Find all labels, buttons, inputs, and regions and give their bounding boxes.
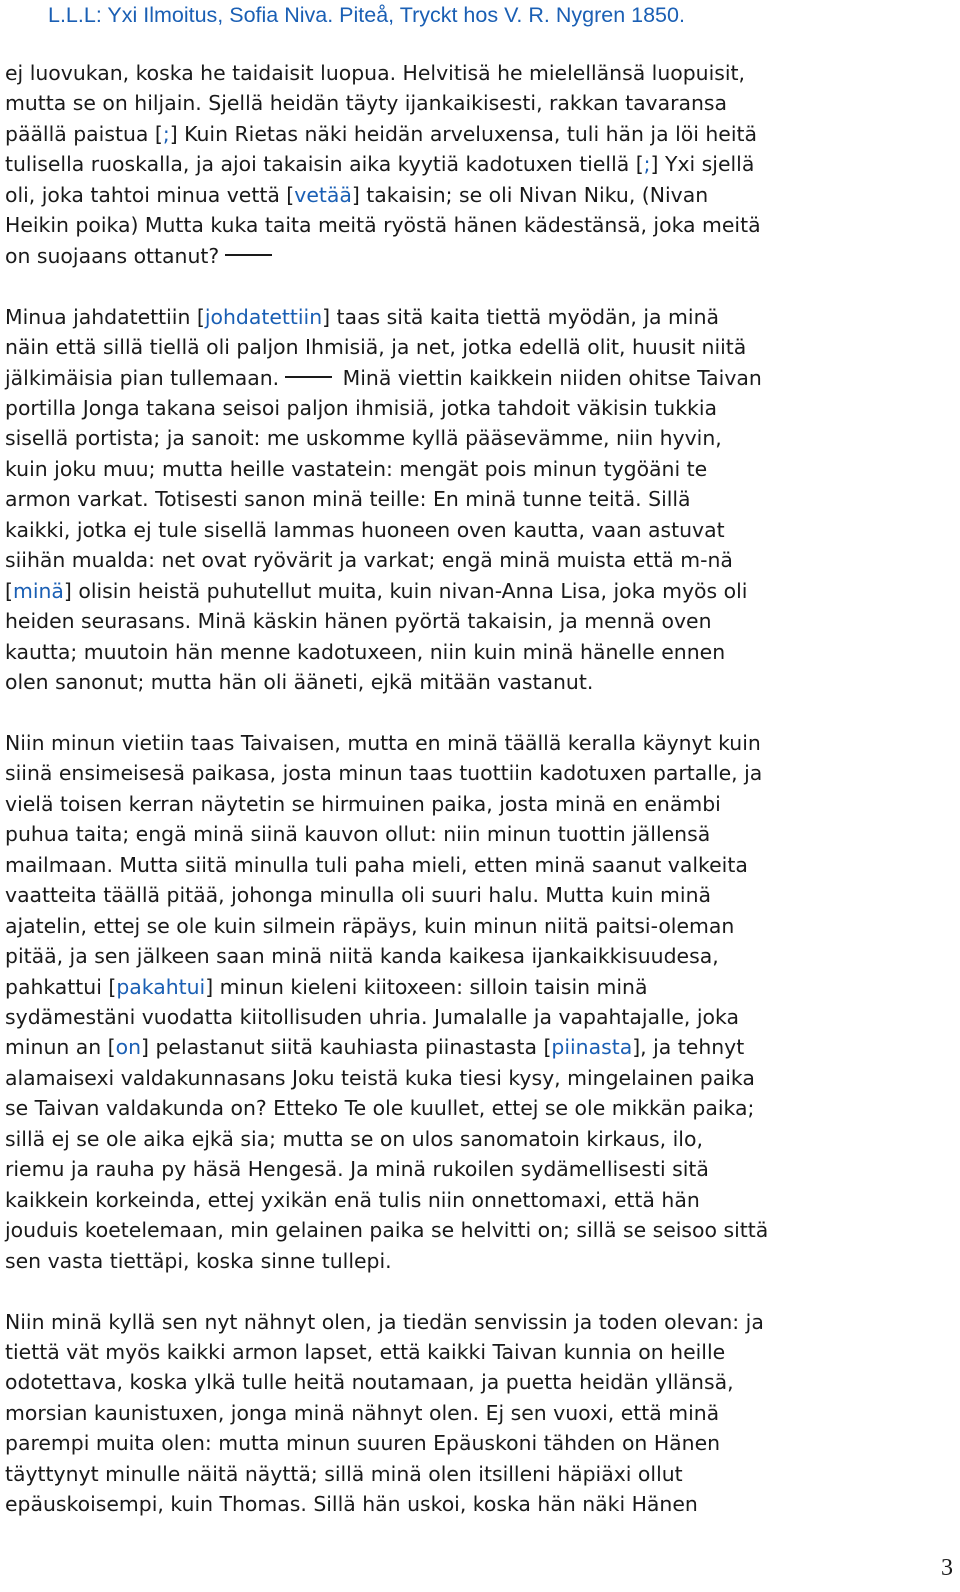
text-run: ej luovukan, koska he taidaisit luopua. Helvitisä he mielellänsä luopuisit, mutta se on hiljain. Sjellä heidän täyty ijankaikisesti, rakkan tavaransa päällä paistua [ — [5, 61, 746, 146]
text-run: Niin minä kyllä sen nyt nähnyt olen, ja tiedän senvissin ja toden olevan: ja tiettä vät myös kaikki armon lapset, että kaikki Taivan kunnia on heille odotettava, koska ylkä tulle heitä noutamaan, ja puetta heidän yllänsä, morsian kaunistuxen, jonga minä nähnyt olen. Ej sen vuoxi, että minä parempi muita olen: mutta minun suuren Epäuskoni tähden on Hänen täyttynyt minulle näitä näyttä; sillä minä olen itsilleni häpiäxi ollut epäuskoisempi, kuin Thomas. Sillä hän uskoi, koska hän näki Hänen — [5, 1309, 764, 1517]
correction-link[interactable]: minä — [12, 578, 64, 603]
text-run: Minä viettin kaikkein niiden ohitse Taivan portilla Jonga takana seisoi paljon ihmisiä, jotka tahdoit väkisin tukkia sisellä portista; ja sanoit: me uskomme kyllä pääsevämme, niin hyvin, kuin joku muu; mutta heille vastatein: mengät pois minun tygöäni te armon varkat. Totisesti sanon minä teille: En minä tunne teitä. Sillä kaikki, jotka ej tule sisellä lammas huoneen oven kautta, vaan astuvat siihän mualda: net ovat ryövärit ja varkat; engä minä muista että m-nä [ — [5, 365, 762, 603]
text-run: ] Yxi sjellä oli, joka tahtoi minua vettä [ — [5, 152, 755, 207]
document-body — [5, 58, 953, 1520]
text-run: Minua jahdatettiin [ — [5, 304, 205, 329]
text-run: ] taas sitä kaita tiettä myödän, ja minä näin että sillä tiellä oli paljon Ihmisiä, ja net, jotka edellä olit, huusit niitä jälkimäisia pian tullemaan. — [5, 304, 747, 390]
em-dash-rule — [285, 376, 332, 378]
correction-link[interactable]: ; — [643, 152, 651, 177]
correction-link[interactable]: on — [115, 1035, 142, 1060]
paragraph-2 — [5, 302, 953, 698]
correction-link[interactable]: piinasta — [551, 1035, 633, 1060]
correction-link[interactable]: pakahtui — [116, 974, 206, 999]
text-run: ] minun kieleni kiitoxeen: silloin taisin minä sydämestäni vuodatta kiitollisuden uhria. Jumalalle ja vapahtajalle, joka minun an [ — [5, 974, 739, 1060]
correction-link[interactable]: ; — [162, 121, 170, 146]
paragraph-4 — [5, 1307, 953, 1520]
text-run: ] takaisin; se oli Nivan Niku, (Nivan Heikin poika) Mutta kuka taita meitä ryöstä hänen kädestänsä, joka meitä on suojaans ottanut? — [5, 182, 761, 268]
text-run: ] Kuin Rietas näki heidän arveluxensa, tuli hän ja löi heitä tulisella ruoskalla, ja ajoi takaisin aika kyytiä kadotuxen tiellä [ — [5, 121, 757, 177]
paragraph-3 — [5, 728, 953, 1276]
text-run: Niin minun vietiin taas Taivaisen, mutta en minä täällä keralla käynyt kuin siinä ensimeisesä paikasa, josta minun taas tuottiin kadotuxen partalle, ja vielä toisen kerran näytetin se hirmuinen paika, josta minä en enämbi puhua taita; engä minä siinä kauvon ollut: niin minun tuottin jällensä mailmaan. Mutta siitä minulla tuli paha mieli, etten minä saanut valkeita vaatteita täällä pitää, johonga minulla oli suuri halu. Mutta kuin minä ajatelin, ettej se ole kuin silmein räpäys, kuin minun niitä paitsi-oleman pitää, ja sen jälkeen saan minä niitä kanda kaikesa ijankaikkisuudesa, pahkattui [ — [5, 730, 763, 999]
paragraph-1 — [5, 58, 953, 271]
page-header-title: L.L.L: Yxi Ilmoitus, Sofia Niva. Piteå, Tryckt hos V. R. Nygren 1850. — [48, 3, 685, 27]
text-run: ] pelastanut siitä kauhiasta piinastasta [ — [141, 1035, 552, 1060]
text-run: ], ja tehnyt alamaisexi valdakunnasans Joku teistä kuka tiesi kysy, mingelainen paika se Taivan valdakunda on? Etteko Te ole kuullet, ettej se ole mikkän paika; sillä ej se ole aika ejkä sia; mutta se on ulos sanomatoin kirkaus, ilo, riemu ja rauha py häsä Hengesä. Ja minä rukoilen sydämellisesti sitä kaikkein korkeinda, ettej yxikän enä tulis niin onnettomaxi, että hän jouduis koetelemaan, min gelainen paika se helvitti on; sillä se seisoo sittä sen vasta tiettäpi, koska sinne tullepi. — [5, 1035, 769, 1273]
em-dash-rule — [225, 254, 272, 256]
correction-link[interactable]: vetää — [294, 182, 352, 207]
text-run: ] olisin heistä puhutellut muita, kuin nivan-Anna Lisa, joka myös oli heiden seurasans. Minä käskin hänen pyörtä takaisin, ja mennä oven kautta; muutoin hän menne kadotuxeen, niin kuin minä hänelle ennen olen sanonut; mutta hän oli ääneti, ejkä mitään vastanut. — [5, 578, 748, 695]
page-number: 3 — [941, 1555, 953, 1581]
correction-link[interactable]: johdatettiin — [204, 304, 323, 329]
